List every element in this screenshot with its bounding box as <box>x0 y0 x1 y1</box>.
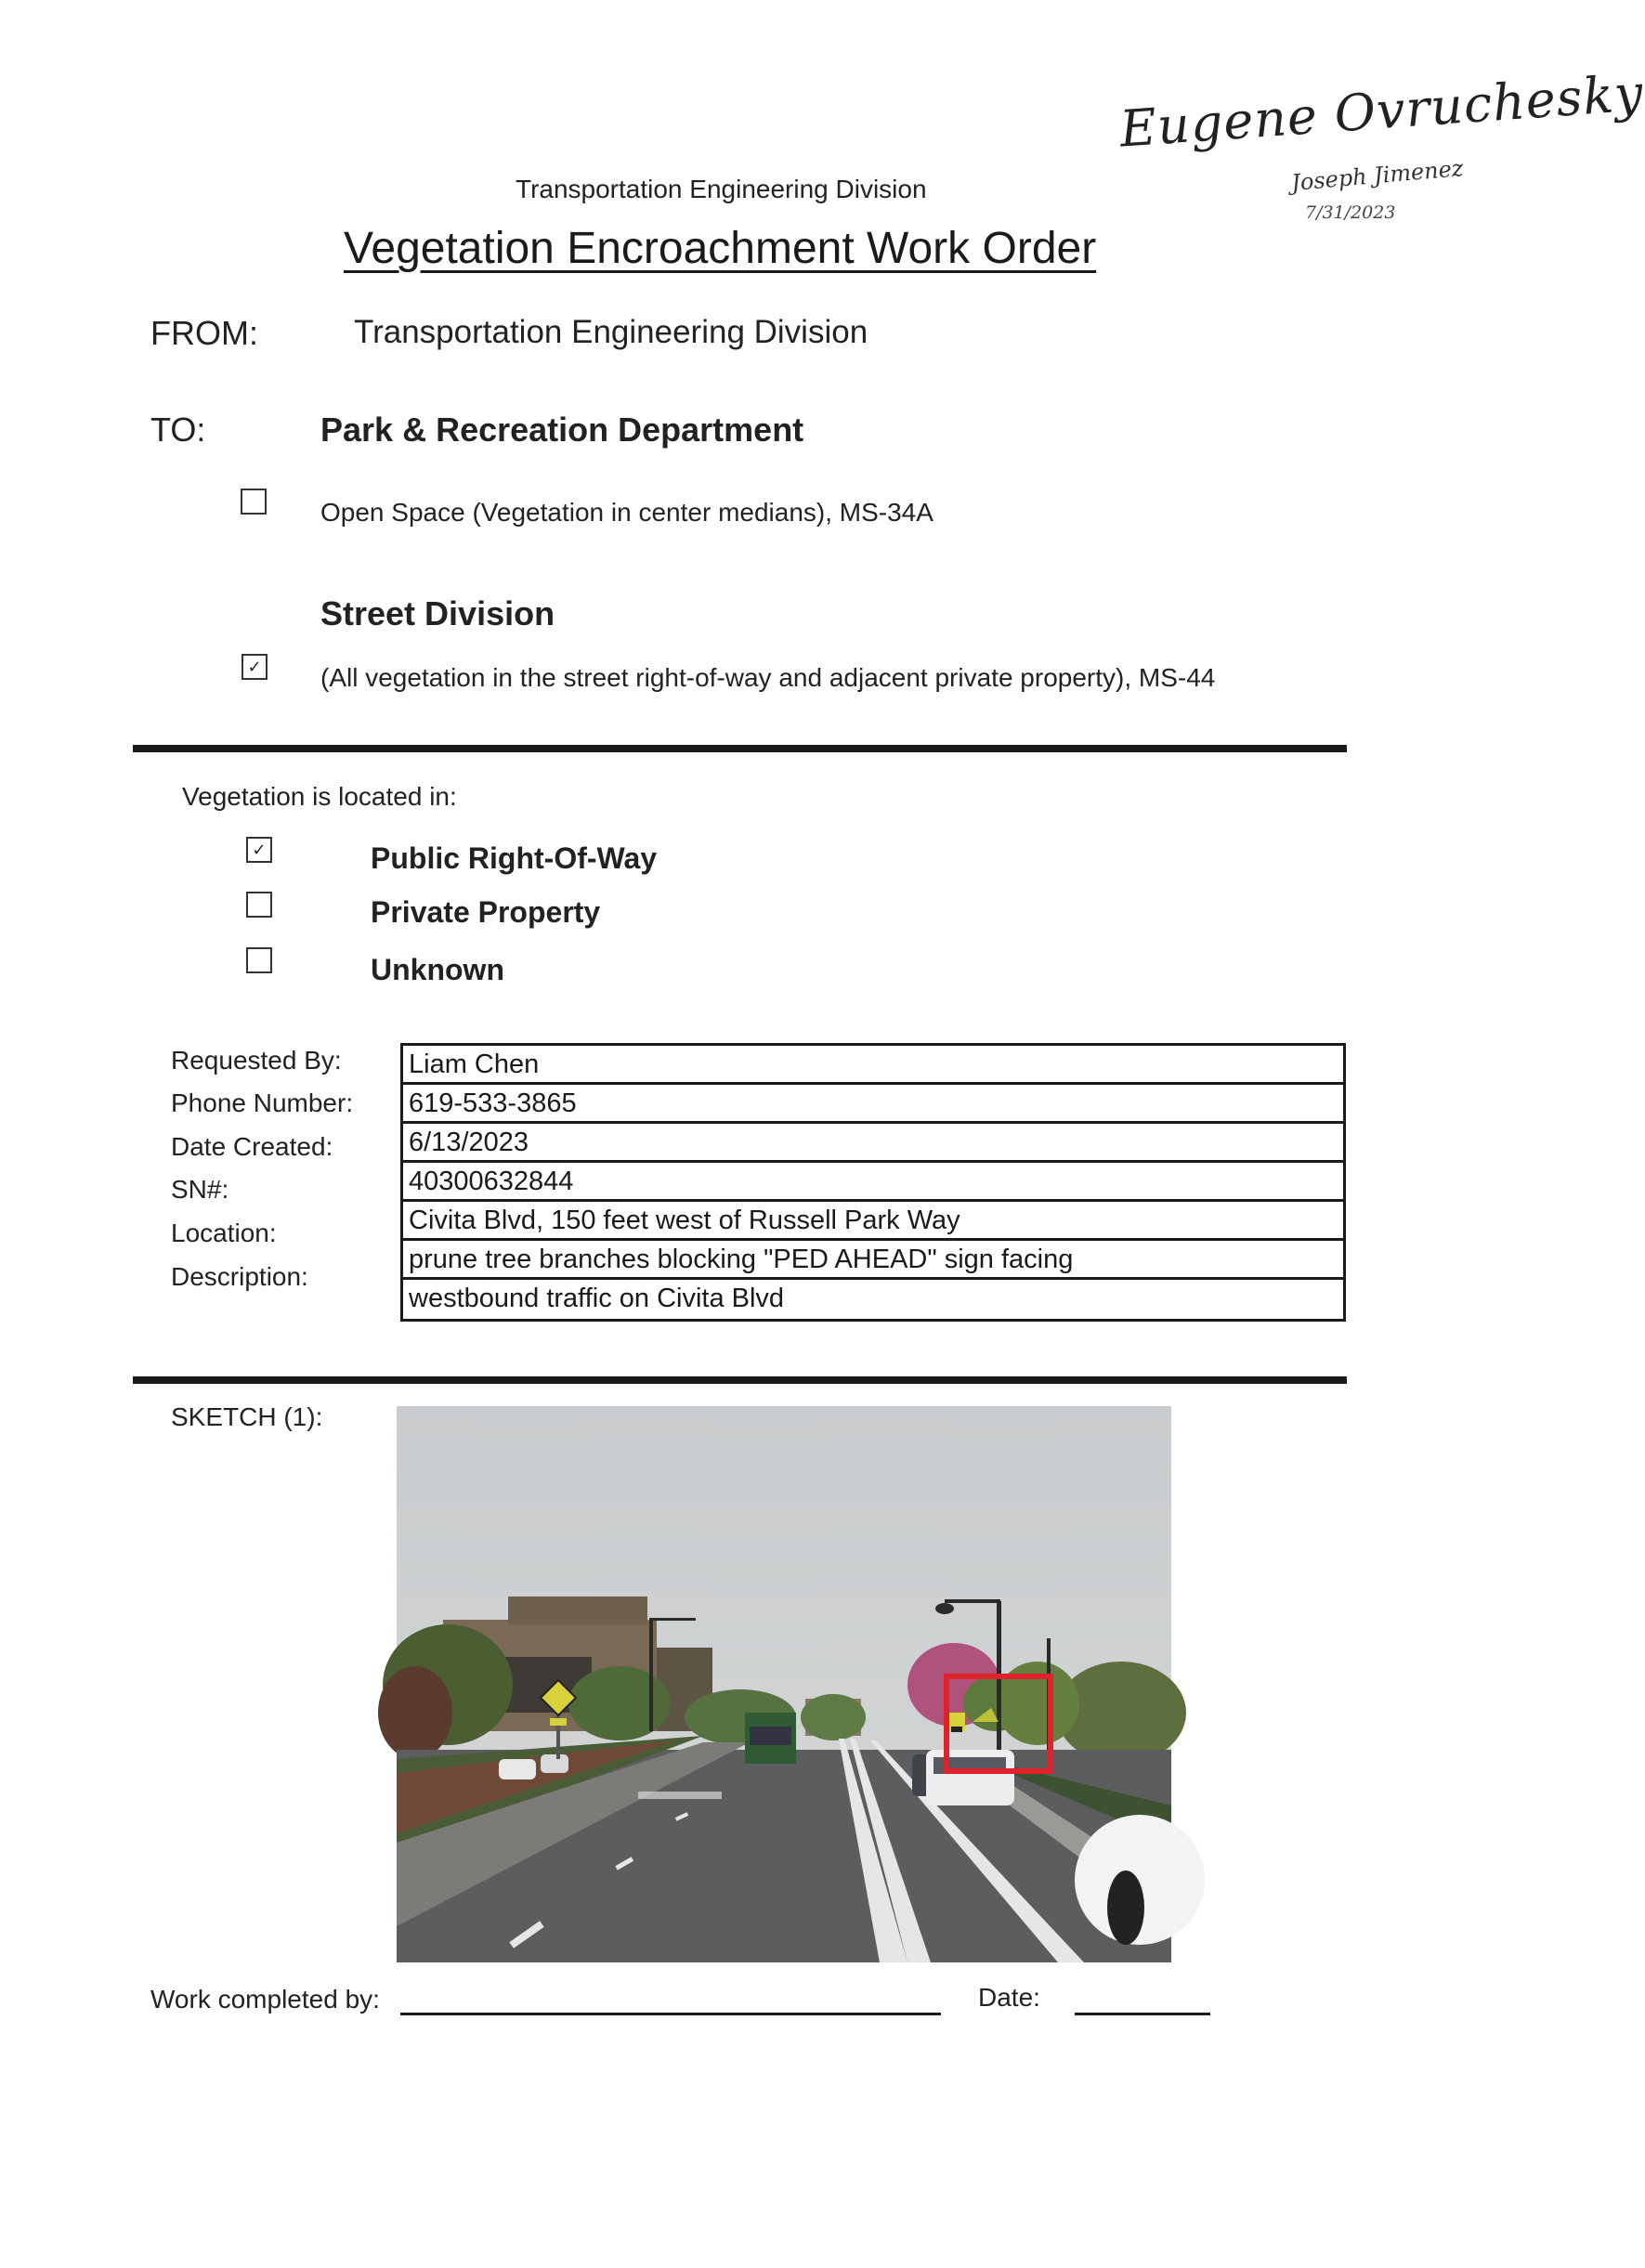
from-value: Transportation Engineering Division <box>354 314 868 350</box>
work-completed-label: Work completed by: <box>150 1985 380 2014</box>
option-private-property: Private Property <box>371 895 601 929</box>
location-section-title: Vegetation is located in: <box>182 782 457 811</box>
department-street-division: Street Division <box>320 594 555 632</box>
field-location[interactable]: Civita Blvd, 150 feet west of Russell Park Way <box>403 1202 1343 1241</box>
option-street-division: (All vegetation in the street right-of-way and adjacent private property), MS-44 <box>320 663 1216 692</box>
section-divider <box>133 745 1347 752</box>
document-title: Vegetation Encroachment Work Order <box>344 224 1097 273</box>
signature-date-handwritten: 7/31/2023 <box>1305 202 1396 223</box>
label-location: Location: <box>171 1219 277 1247</box>
option-unknown: Unknown <box>371 953 504 986</box>
checkbox-public-right-of-way[interactable]: ✓ <box>246 837 272 863</box>
work-completed-line[interactable] <box>400 2013 941 2015</box>
sketch-photo <box>397 1406 1171 1962</box>
division-header: Transportation Engineering Division <box>516 175 927 203</box>
field-sn[interactable]: 40300632844 <box>403 1163 1343 1202</box>
sketch-label: SKETCH (1): <box>171 1402 323 1431</box>
field-date-created[interactable]: 6/13/2023 <box>403 1124 1343 1163</box>
date-label: Date: <box>978 1983 1040 2012</box>
label-sn: SN#: <box>171 1175 229 1204</box>
label-phone-number: Phone Number: <box>171 1088 354 1117</box>
checkbox-private-property[interactable] <box>246 892 272 918</box>
checkbox-open-space[interactable] <box>241 489 267 515</box>
option-open-space: Open Space (Vegetation in center medians), MS-34A <box>320 498 933 527</box>
field-description-line-2[interactable]: westbound traffic on Civita Blvd <box>409 1284 785 1313</box>
option-public-right-of-way: Public Right-Of-Way <box>371 841 658 875</box>
label-date-created: Date Created: <box>171 1132 333 1161</box>
department-park-recreation: Park & Recreation Department <box>320 411 804 449</box>
field-description-line-1[interactable]: prune tree branches blocking "PED AHEAD" sign facing <box>403 1241 1343 1280</box>
field-requested-by[interactable]: Liam Chen <box>403 1046 1343 1085</box>
label-requested-by: Requested By: <box>171 1046 342 1075</box>
checkbox-street-division[interactable]: ✓ <box>242 654 268 680</box>
signature-handwritten: Eugene Ovruchesky <box>1117 63 1645 159</box>
field-phone-number[interactable]: 619-533-3865 <box>403 1085 1343 1124</box>
section-divider-lower <box>133 1376 1347 1384</box>
label-description: Description: <box>171 1262 308 1291</box>
from-label: FROM: <box>150 314 258 352</box>
date-line[interactable] <box>1075 2013 1210 2015</box>
request-details-table <box>400 1043 1346 1322</box>
to-label: TO: <box>150 411 206 449</box>
checkbox-unknown[interactable] <box>246 947 272 973</box>
approver-signature-handwritten: Joseph Jimenez <box>1290 154 1465 197</box>
